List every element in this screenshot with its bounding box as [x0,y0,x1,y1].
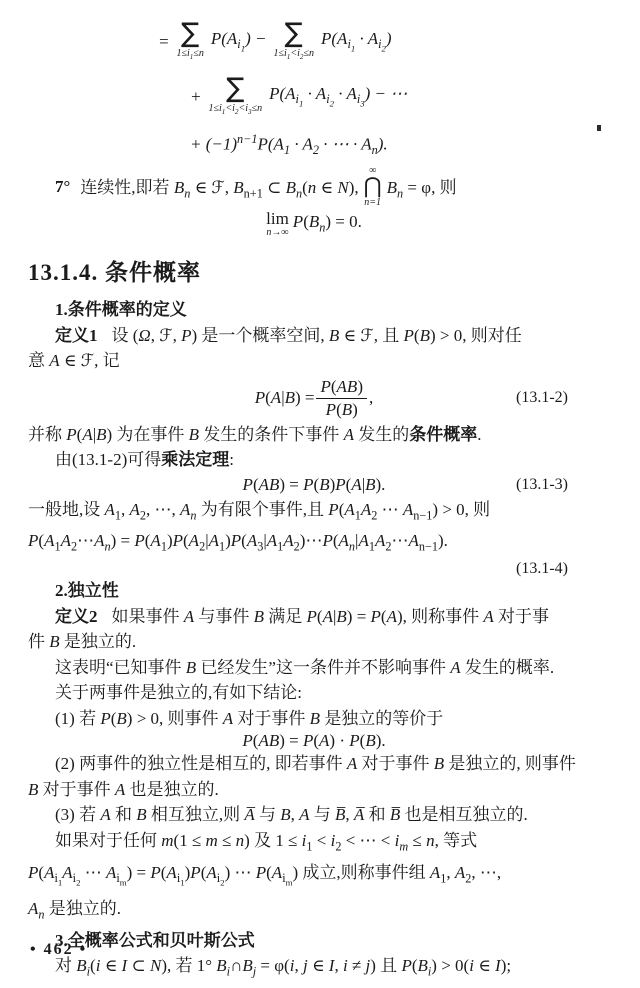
equation-lhs: P(A|B) = [254,388,315,407]
summation-limit: $1\le i_1\le n$ [176,48,204,61]
general-case-line-2: $P(A_1A_2\cdots A_n)$ = $P(A_1)P(A_2|A_1)P(A_3|A_1A_2)\cdots P(A_n|A_1A_2\cdots A_{n-1})$. [28,531,448,554]
equals-sign: = [158,31,170,51]
summation-operator [274,20,315,63]
definition-1-label: 定义1 [55,325,98,345]
independence-equation: P(AB) = P(A) · P(B). [242,731,386,751]
intersection-operator [364,166,382,208]
equation-13-1-2-body [28,377,600,420]
conclusion-item-2-line-2: B 对于事件 A 也是独立的. [28,779,219,799]
property-number: 7° [55,177,71,196]
fraction-denominator: P(B) [325,399,358,419]
conclusion-item-1: (1) 若 P(B) > 0, 则事件 A 对于事件 B 是独立的等价于 [55,708,444,728]
definition-2-line-2: 件 B 是独立的. [28,632,137,652]
formula-term: $P(A_{i_1} \cdot A_{i_2})$ [321,29,392,54]
sigma-icon: ∑ [226,73,245,104]
multiplication-theorem-intro: 由(13.1-2)可得乘法定理: [55,450,234,469]
equation-13-1-3 [28,475,600,495]
formula-term: $P(A_{i_1})$ − [210,29,267,54]
formula-row-3 [190,132,600,158]
formula-term: + $(-1)^{n-1}P(A_1 \cdot A_2$ · ⋯ · $A_n$). [190,132,388,158]
event-group-line-2: $P(A_{i_1}A_{i_2}$ ⋯ $A_{i_m}) = P(A_{i_1})P(A_{i_2})$ ⋯ $P(A_{i_m})$ 成立,则称事件组 $A_1$, $A_2$, ⋯, [28,862,502,888]
page-number: • 462 • [30,941,88,958]
scan-artifact [597,125,601,131]
plus-sign: + [190,86,202,106]
summation-limit: $1\le i_1<i_2<i_3\le n$ [208,103,263,116]
subsection-title-3: 3.全概率公式和贝叶斯公式 [55,930,255,950]
limit-operator [266,210,289,238]
intersection-lower-limit: n=1 [364,197,381,208]
independence-remark: 这表明“已知事件 B 已经发生”这一条件并不影响事件 A 发生的概率. [55,657,555,677]
intersection-icon: ⋂ [363,174,382,199]
definition-2-text: 如果事件 A 与事件 B 满足 P(A|B) = P(A), 则称事件 A 对于事 [111,606,550,626]
equation-body: P(AB) = P(B)P(A|B). [242,474,386,494]
definition-1-line-1 [28,323,600,349]
equation-13-1-2 [28,377,600,420]
fraction [316,377,367,420]
limit-equation [28,210,600,238]
limit-expression: $P(B_n) = 0$. [292,212,362,235]
definition-2-line-1 [28,604,600,630]
event-group-line-3: $A_n$ 是独立的. [28,899,122,922]
intersection-upper-limit: ∞ [369,165,377,176]
subsection-title-1: 1.条件概率的定义 [55,300,187,319]
total-probability-line: 对 $B_i(i$ ∈ I ⊂ N), 若 1° $B_i\cap B_j = \varphi(i$, j ∈ I, i ≠ j) 且 $P(B_i) > 0(i$ ∈ I); [55,956,512,979]
continuity-text-after: $B_n = \varphi$, 则 [386,177,457,201]
equation-number-13-1-2: (13.1-2) [516,389,568,406]
sigma-icon: ∑ [284,18,303,49]
conclusion-item-2-line-1: (2) 两事件的独立性是相互的, 即若事件 A 对于事件 B 是独立的, 则事件 [55,754,576,774]
formula-row-2 [190,75,600,118]
equation-tail: , [369,388,374,407]
summation-operator [208,75,262,118]
formula-term: $P(A_{i_1} \cdot A_{i_2} \cdot A_{i_3})$ − ⋯ [269,84,408,109]
section-heading: 13.1.4. 条件概率 [28,260,201,285]
limit-subscript: n→∞ [266,227,289,238]
equation-number-13-1-3: (13.1-3) [516,475,568,493]
summation-operator [176,20,203,63]
equation-number-13-1-4: (13.1-4) [516,560,568,578]
event-group-line-1: 如果对于任何 m(1 ≤ m ≤ n) 及 $1 \le i_1 < i_2$ < ⋯ < $i_m \le n$, 等式 [55,830,478,854]
continuity-text-before: 连续性,即若 $B_n$ ∈ ℱ, $B_{n+1}$ ⊂ $B_n(n$ ∈ N), [80,177,359,201]
general-case-line-1: 一般地,设 $A_1$, $A_2$, ⋯, $A_n$ 为有限个事件,且 $P(A_1A_2$ ⋯ $A_{n-1}) > 0$, 则 [28,499,491,522]
summation-limit: $1\le i_1<i_2\le n$ [273,48,314,61]
conclusions-intro: 关于两事件是独立的,有如下结论: [55,683,302,703]
definition-1-text: 设 (Ω, ℱ, P) 是一个概率空间, B ∈ ℱ, 且 P(B) > 0, 则对任 [111,325,522,345]
fraction-numerator: P(AB) [316,377,367,399]
sigma-icon: ∑ [181,18,200,49]
definition-1-line-2: 意 A ∈ ℱ, 记 [28,351,120,370]
lim-word: lim [266,209,289,228]
subsection-title-2: 2.独立性 [55,581,119,601]
top-formula-block [28,16,600,158]
continuity-property-line [28,166,600,208]
conditional-probability-sentence: 并称 P(A|B) 为在事件 B 发生的条件下事件 A 发生的条件概率. [28,424,482,444]
formula-row-1 [158,20,600,63]
definition-2-label: 定义2 [55,606,98,626]
conclusion-item-3: (3) 若 A 和 B 相互独立,则 A̅ 与 B, A 与 B̅, A̅ 和 B̅ 也是相互独立的. [55,805,528,825]
